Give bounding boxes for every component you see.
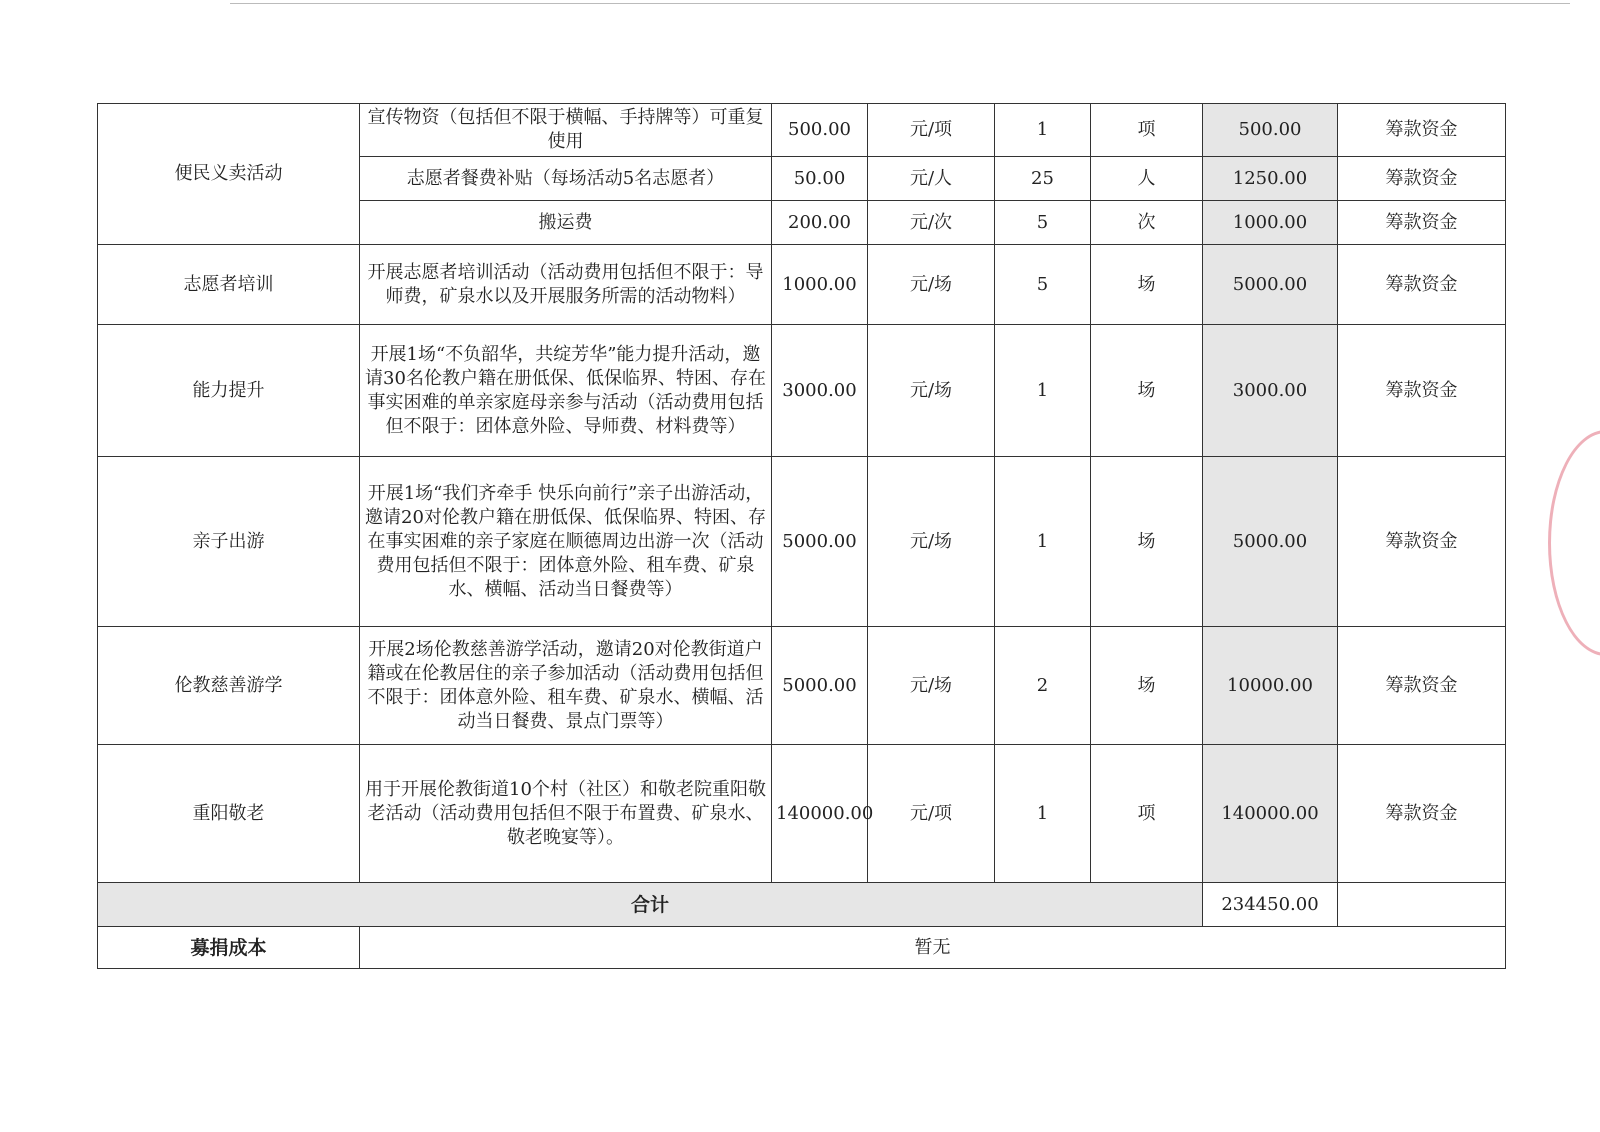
funding-source-cell: 筹款资金 [1338,325,1506,457]
cost-label: 募捐成本 [98,927,360,969]
subtotal-cell: 1250.00 [1203,157,1338,201]
quantity-unit-cell: 次 [1091,201,1203,245]
price-unit-cell: 元/场 [868,457,995,627]
quantity-unit-cell: 场 [1091,627,1203,745]
price-unit-cell: 元/场 [868,325,995,457]
description-cell: 志愿者餐费补贴（每场活动5名志愿者） [360,157,772,201]
category-cell: 便民义卖活动 [98,104,360,245]
subtotal-cell: 5000.00 [1203,245,1338,325]
price-unit-cell: 元/次 [868,201,995,245]
table-row [98,325,1506,457]
quantity-unit-cell: 场 [1091,457,1203,627]
description-cell: 用于开展伦教街道10个村（社区）和敬老院重阳敬老活动（活动费用包括但不限于布置费、矿泉水、敬老晚宴等）。 [360,745,772,883]
description-cell: 开展2场伦教慈善游学活动，邀请20对伦教街道户籍或在伦教居住的亲子参加活动（活动费用包括但不限于：团体意外险、租车费、矿泉水、横幅、活动当日餐费、景点门票等） [360,627,772,745]
funding-source-cell: 筹款资金 [1338,627,1506,745]
subtotal-cell: 10000.00 [1203,627,1338,745]
total-value: 234450.00 [1203,883,1338,927]
table-row [98,104,1506,157]
funding-source-cell: 筹款资金 [1338,104,1506,157]
category-cell: 能力提升 [98,325,360,457]
subtotal-cell: 5000.00 [1203,457,1338,627]
table-row [98,457,1506,627]
category-cell: 重阳敬老 [98,745,360,883]
table-row [98,627,1506,745]
price-unit-cell: 元/项 [868,104,995,157]
quantity-cell: 2 [995,627,1091,745]
description-cell: 开展1场“不负韶华，共绽芳华”能力提升活动，邀请30名伦教户籍在册低保、低保临界、特困、存在事实困难的单亲家庭母亲参与活动（活动费用包括但不限于：团体意外险、导师费、材料费等） [360,325,772,457]
unit-price-cell: 3000.00 [772,325,868,457]
subtotal-cell: 500.00 [1203,104,1338,157]
table-row [98,745,1506,883]
funding-source-cell: 筹款资金 [1338,245,1506,325]
quantity-unit-cell: 项 [1091,745,1203,883]
quantity-unit-cell: 人 [1091,157,1203,201]
quantity-cell: 1 [995,104,1091,157]
unit-price-cell: 1000.00 [772,245,868,325]
quantity-cell: 5 [995,201,1091,245]
total-row [98,883,1506,927]
unit-price-cell: 200.00 [772,201,868,245]
quantity-cell: 1 [995,457,1091,627]
budget-table [97,103,1506,969]
funding-source-cell: 筹款资金 [1338,157,1506,201]
description-cell: 开展志愿者培训活动（活动费用包括但不限于：导师费，矿泉水以及开展服务所需的活动物料） [360,245,772,325]
total-label: 合计 [98,883,1203,927]
category-cell: 志愿者培训 [98,245,360,325]
table-row [98,245,1506,325]
quantity-cell: 1 [995,325,1091,457]
quantity-unit-cell: 项 [1091,104,1203,157]
price-unit-cell: 元/场 [868,627,995,745]
description-cell: 开展1场“我们齐牵手 快乐向前行”亲子出游活动，邀请20对伦教户籍在册低保、低保临界、特困、存在事实困难的亲子家庭在顺德周边出游一次（活动费用包括但不限于：团体意外险、租车费、矿泉水、横幅、活动当日餐费等） [360,457,772,627]
cost-value: 暂无 [360,927,1506,969]
price-unit-cell: 元/场 [868,245,995,325]
total-empty-cell [1338,883,1506,927]
unit-price-cell: 500.00 [772,104,868,157]
unit-price-cell: 140000.00 [772,745,868,883]
quantity-unit-cell: 场 [1091,325,1203,457]
description-cell: 宣传物资（包括但不限于横幅、手持牌等）可重复使用 [360,104,772,157]
unit-price-cell: 5000.00 [772,627,868,745]
top-rule [230,3,1570,4]
funding-source-cell: 筹款资金 [1338,745,1506,883]
category-cell: 伦教慈善游学 [98,627,360,745]
unit-price-cell: 5000.00 [772,457,868,627]
quantity-unit-cell: 场 [1091,245,1203,325]
funding-source-cell: 筹款资金 [1338,201,1506,245]
quantity-cell: 1 [995,745,1091,883]
description-cell: 搬运费 [360,201,772,245]
subtotal-cell: 3000.00 [1203,325,1338,457]
quantity-cell: 25 [995,157,1091,201]
cost-row [98,927,1506,969]
price-unit-cell: 元/项 [868,745,995,883]
category-cell: 亲子出游 [98,457,360,627]
subtotal-cell: 1000.00 [1203,201,1338,245]
quantity-cell: 5 [995,245,1091,325]
unit-price-cell: 50.00 [772,157,868,201]
funding-source-cell: 筹款资金 [1338,457,1506,627]
subtotal-cell: 140000.00 [1203,745,1338,883]
red-seal-stamp [1548,430,1600,656]
price-unit-cell: 元/人 [868,157,995,201]
